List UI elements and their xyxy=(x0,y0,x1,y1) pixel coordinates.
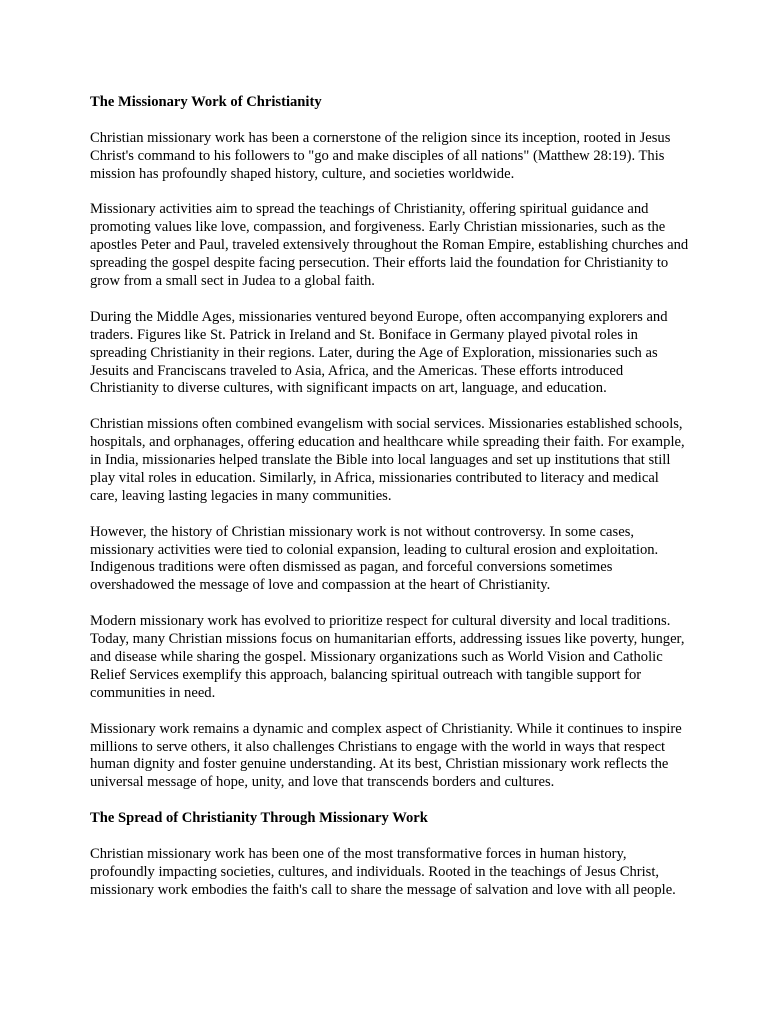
section-heading: The Spread of Christianity Through Missionary Work xyxy=(90,810,428,827)
section-heading: The Missionary Work of Christianity xyxy=(90,94,322,110)
paragraph: However, the history of Christian missionary work is not without controversy. In some cases, missionary activities were tied to colonial expansion, leading to cultural erosion and exploitation. Indigenous traditions were often dismissed as pagan, and forceful conversions sometimes overshadowed the message of love and compassion at the heart of Christianity. xyxy=(90,523,659,594)
paragraph: Missionary work remains a dynamic and complex aspect of Christianity. While it continues to inspire millions to serve others, it also challenges Christians to engage with the world in ways that respect human dignity and foster genuine understanding. At its best, Christian missionary work reflects the universal message of hope, unity, and love that transcends borders and cultures. xyxy=(90,720,682,791)
paragraph: Christian missionary work has been a cornerstone of the religion since its inception, rooted in Jesus Christ's command to his followers to "go and make disciples of all nations" (Matthew 28:19). This mission has profoundly shaped history, culture, and societies worldwide. xyxy=(90,129,671,182)
paragraph: Modern missionary work has evolved to prioritize respect for cultural diversity and local traditions. Today, many Christian missions focus on humanitarian efforts, addressing issues like poverty, hunger, and disease while sharing the gospel. Missionary organizations such as World Vision and Catholic Relief Services exemplify this approach, balancing spiritual outreach with tangible support for communities in need. xyxy=(90,613,685,701)
paragraph: During the Middle Ages, missionaries ventured beyond Europe, often accompanying explorers and traders. Figures like St. Patrick in Ireland and St. Boniface in Germany played pivotal roles in spreading Christianity in their regions. Later, during the Age of Exploration, missionaries such as Jesuits and Franciscans traveled to Asia, Africa, and the Americas. These efforts introduced Christianity to diverse cultures, with significant impacts on art, language, and education. xyxy=(90,308,668,397)
paragraph: Christian missionary work has been one of the most transformative forces in human history, profoundly impacting societies, cultures, and individuals. Rooted in the teachings of Jesus Christ, missionary work embodies the faith's call to share the message of salvation and love with all people. xyxy=(90,845,676,898)
paragraph: Christian missions often combined evangelism with social services. Missionaries established schools, hospitals, and orphanages, offering education and healthcare while spreading their faith. For example, in India, missionaries helped translate the Bible into local languages and set up institutions that still play vital roles in education. Similarly, in Africa, missionaries contributed to literacy and medical care, leaving lasting legacies in many communities. xyxy=(90,416,685,504)
document-page xyxy=(90,94,690,900)
paragraph: Missionary activities aim to spread the teachings of Christianity, offering spiritual guidance and promoting values like love, compassion, and forgiveness. Early Christian missionaries, such as the apostles Peter and Paul, traveled extensively throughout the Roman Empire, establishing churches and spreading the gospel despite facing persecution. Their efforts laid the foundation for Christianity to grow from a small sect in Judea to a global faith. xyxy=(90,201,689,290)
